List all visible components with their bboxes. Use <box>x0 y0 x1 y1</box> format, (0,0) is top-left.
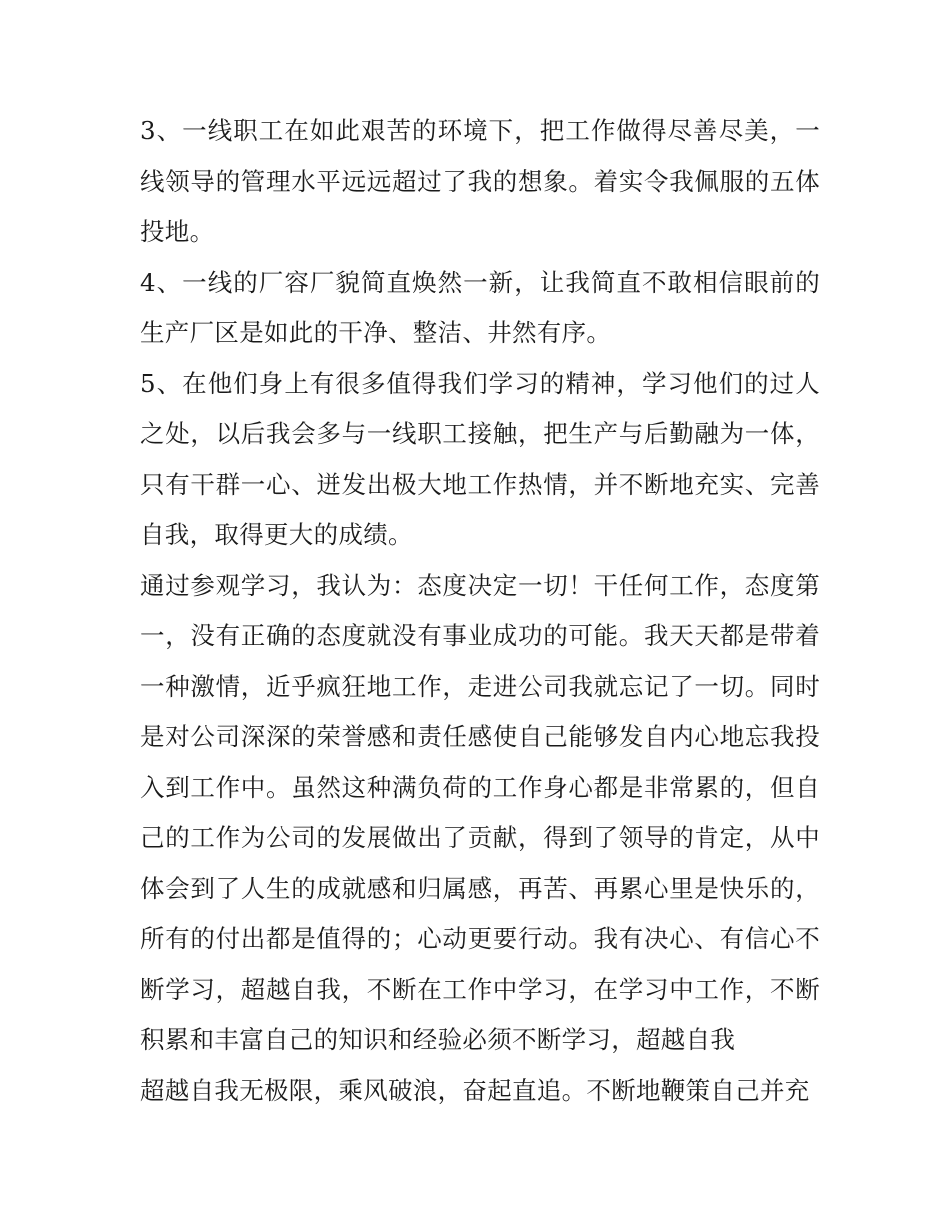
paragraph-item-3: 3、一线职工在如此艰苦的环境下，把工作做得尽善尽美，一线领导的管理水平远远超过了我的想象。着实令我佩服的五体投地。 <box>140 116 820 246</box>
paragraph-item-4: 4、一线的厂容厂貌简直焕然一新，让我简直不敢相信眼前的生产厂区是如此的干净、整洁、井然有序。 <box>140 267 820 347</box>
paragraph-continuation: 超越自我无极限，乘风破浪，奋起直追。不断地鞭策自己并充 <box>140 1075 810 1105</box>
paragraph-item-5: 5、在他们身上有很多值得我们学习的精神，学习他们的过人之处，以后我会多与一线职工接触，把生产与后勤融为一体，只有干群一心、迸发出极大地工作热情，并不断地充实、完善自我，取得更大的成绩。 <box>140 368 820 549</box>
document-body <box>140 106 820 1116</box>
paragraph-reflection: 通过参观学习，我认为：态度决定一切！干任何工作，态度第一，没有正确的态度就没有事业成功的可能。我天天都是带着一种激情，近乎疯狂地工作，走进公司我就忘记了一切。同时是对公司深深的荣誉感和责任感使自己能够发自内心地忘我投入到工作中。虽然这种满负荷的工作身心都是非常累的，但自己的工作为公司的发展做出了贡献，得到了领导的肯定，从中体会到了人生的成就感和归属感，再苦、再累心里是快乐的，所有的付出都是值得的；心动更要行动。我有决心、有信心不断学习，超越自我，不断在工作中学习，在学习中工作，不断积累和丰富自己的知识和经验必须不断学习，超越自我 <box>140 570 820 1054</box>
